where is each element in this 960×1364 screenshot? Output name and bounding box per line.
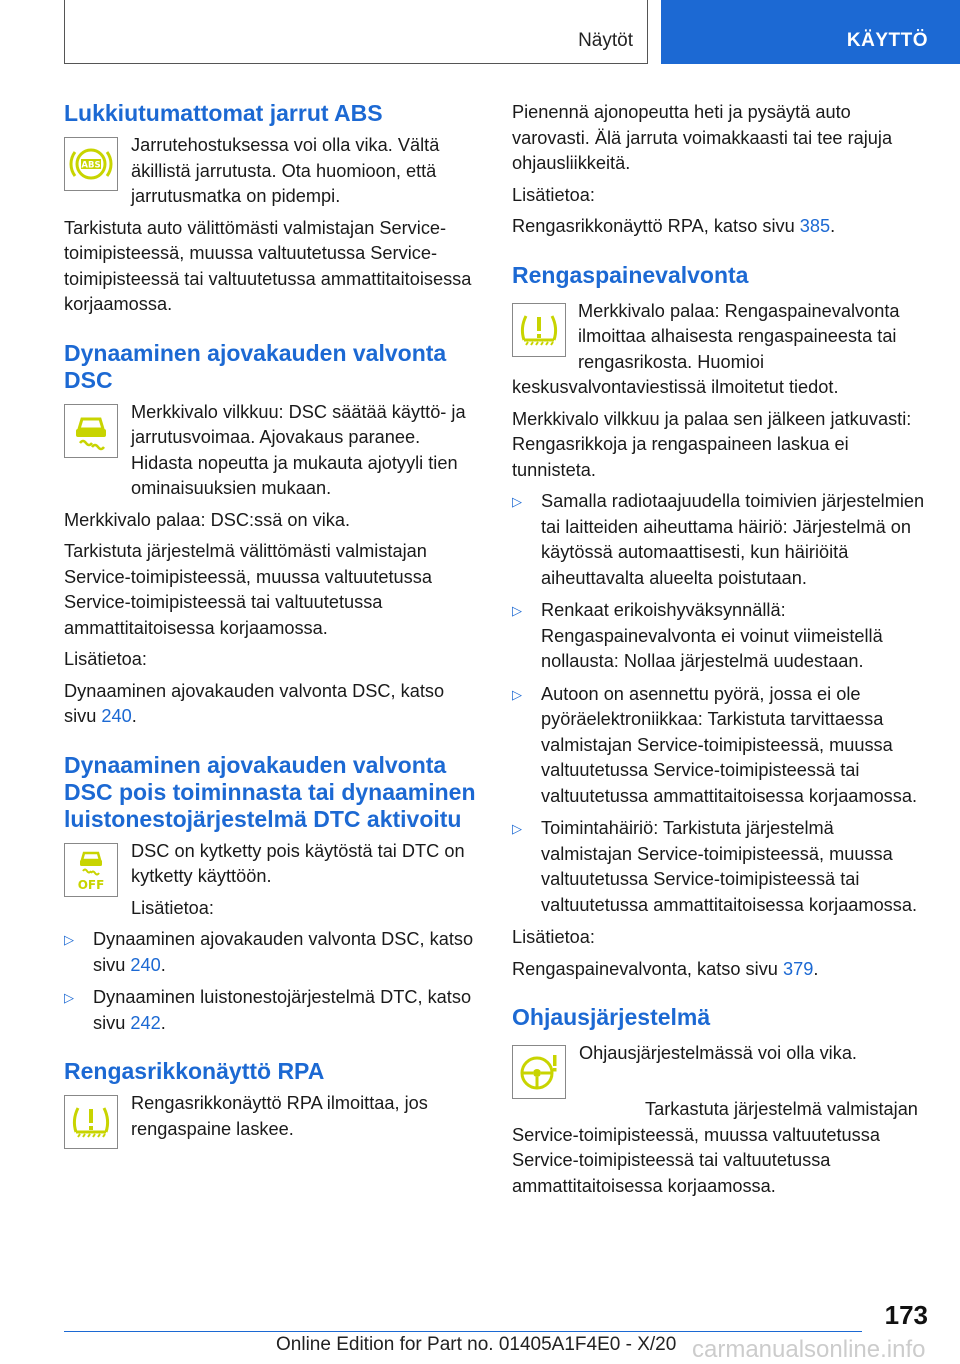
dsc-page-link[interactable]: 240 (101, 706, 132, 726)
chapter-title: KÄYTTÖ (846, 30, 928, 51)
page-number: 173 (884, 1300, 928, 1330)
abs-icon-row (64, 133, 479, 210)
heading-rpa: Rengasrikkonäyttö RPA (64, 1058, 325, 1084)
triangle-bullet-icon: ▷ (512, 494, 522, 509)
list-item-text: Dynaaminen ajovakauden valvonta DSC, katso sivu (93, 929, 474, 975)
dsc-icon-row (64, 400, 479, 502)
abs-paragraph: Tarkistuta auto välittömästi valmistajan Service-toimipisteessä, muussa valtuutetussa Service-toimipisteessä tai valtuutetussa ammattitaitoisessa korjaamossa. (64, 217, 472, 314)
tpm-list (512, 489, 927, 918)
section-dtc (64, 752, 479, 1037)
tire-pressure-icon (64, 1095, 118, 1149)
tpm-icon-row (512, 299, 927, 401)
rpa-text: Rengasrikkonäyttö RPA ilmoittaa, jos rengaspaine laskee. (131, 1093, 428, 1139)
footer-divider (64, 1331, 862, 1332)
heading-dsc: Dynaaminen ajovakauden valvonta DSC (64, 339, 447, 393)
triangle-bullet-icon: ▷ (512, 821, 522, 836)
abs-text: Jarrutehostuksessa voi olla vika. Vältä äkillistä jarrutusta. Ota huomioon, että jarrutusmatka on pidempi. (131, 135, 440, 206)
rpa-reference: Rengasrikkonäyttö RPA, katso sivu 385. (512, 216, 836, 236)
section-tpm (512, 262, 927, 983)
list-item-text: Dynaaminen luistonestojärjestelmä DTC, katso sivu (93, 987, 472, 1033)
triangle-bullet-icon: ▷ (64, 990, 74, 1005)
list-item-text: Autoon on asennettu pyörä, jossa ei ole pyöräelektroniikkaa: Tarkistuta tarvittaessa valmistajan Service-toimipisteessä, muussa valtuutetussa Service-toimipisteessä tai valtuutetussa ammattitaitoisessa korjaamossa. (541, 683, 918, 806)
dsc-off-icon (64, 843, 118, 897)
dtc-text: DSC on kytketty pois käytöstä tai DTC on kytketty käyttöön. (131, 840, 465, 886)
dsc-text: Merkkivalo vilkkuu: DSC säätää käyttö- ja jarrutusvoimaa. Ajovakaus paranee. Hidasta nopeutta ja mukauta ajotyyli tien ominaisuuksien mukaan. (131, 401, 466, 498)
dsc-icon (64, 404, 118, 458)
rpa-paragraph: Pienennä ajonopeutta heti ja pysäytä auto varovasti. Älä jarruta voimakkaasti tai tee rajuja ohjausliikkeitä. (512, 102, 893, 173)
rpa-page-link[interactable]: 385 (799, 216, 831, 236)
heading-abs: Lukkiutumattomat jarrut ABS (64, 100, 383, 126)
rpa-more: Lisätietoa: (512, 184, 595, 205)
section-dsc (64, 340, 479, 730)
list-item-text: Toimintahäiriö: Tarkistuta järjestelmä valmistajan Service-toimipisteessä, muussa valtuutetussa Service-toimipisteessä tai valtuutetussa ammattitaitoisessa korjaamossa. (541, 818, 918, 915)
tpm-paragraph: Merkkivalo vilkkuu ja palaa sen jälkeen jatkuvasti: Rengasrikkoja ja rengaspaineen laskua ei tunnisteta. (512, 408, 912, 480)
page-link[interactable]: 242 (130, 1012, 161, 1033)
list-item (512, 598, 927, 675)
watermark: carmanualsonline.info (692, 1336, 926, 1363)
tire-pressure-icon (512, 303, 566, 357)
tpm-text: Merkkivalo palaa: Rengaspainevalvonta ilmoittaa alhaisesta rengaspaineesta tai rengasrikosta. Huomioi keskusvalvontaviestissä ilmoitetut tiedot. (512, 300, 900, 397)
triangle-bullet-icon: ▷ (512, 686, 522, 702)
dsc-paragraph-1: Merkkivalo palaa: DSC:ssä on vika. (64, 509, 351, 530)
page-header (64, 0, 960, 66)
dsc-paragraph-2: Tarkistuta järjestelmä välittömästi valmistajan Service-toimipisteessä, muussa valtuutetussa Service-toimipisteessä tai valtuutetussa ammattitaitoisessa korjaamossa. (64, 541, 432, 638)
list-item (512, 816, 927, 918)
rpa-ref-text: Rengasrikkonäyttö RPA, katso sivu (512, 216, 800, 236)
section-steering (512, 1004, 927, 1199)
svg-text:OFF: OFF (77, 877, 105, 892)
list-item-text: Samalla radiotaajuudella toimivien järjestelmien tai laitteiden aiheuttama häiriö: Järjestelmä on käytössä automaattisesti, kun häiriöitä aiheuttavalta alueelta poistutaan. (541, 491, 925, 588)
triangle-bullet-icon: ▷ (64, 932, 74, 947)
list-item (512, 489, 927, 591)
steer-paragraph: Tarkastuta järjestelmä valmistajan Service-toimipisteessä, muussa valtuutetussa Service-toimipisteessä tai valtuutetussa ammattitaitoisessa korjaamossa. (512, 1099, 918, 1196)
tpm-ref-text: Rengaspainevalvonta, katso sivu (512, 958, 783, 979)
svg-text:ABS: ABS (81, 160, 101, 171)
triangle-bullet-icon: ▷ (512, 603, 522, 618)
dsc-more: Lisätietoa: (64, 649, 147, 669)
steer-icon-row (512, 1041, 927, 1097)
page-link[interactable]: 240 (130, 954, 161, 975)
section-rpa (64, 1058, 479, 1151)
steer-text: Ohjausjärjestelmässä voi olla vika. (579, 1043, 857, 1063)
tpm-reference: Rengaspainevalvonta, katso sivu 379. (512, 958, 819, 979)
section-tab (64, 0, 648, 64)
dtc-more: Lisätietoa: (131, 897, 214, 918)
chapter-tab (661, 0, 960, 64)
dtc-icon-row (64, 839, 479, 922)
section-rpa-continued (512, 100, 927, 240)
section-abs (64, 100, 479, 318)
right-column (512, 100, 927, 1221)
dtc-list (64, 927, 479, 1036)
steering-icon (512, 1045, 566, 1099)
dsc-ref-text: Dynaaminen ajovakauden valvonta DSC, katso sivu (64, 680, 445, 726)
tpm-page-link[interactable]: 379 (782, 958, 814, 979)
heading-tpm: Rengaspainevalvonta (512, 261, 749, 288)
list-item-text: Renkaat erikoishyväksynnällä: Rengaspainevalvonta ei voinut viimeistellä nollausta: Nollaa järjestelmä uudestaan. (541, 600, 883, 671)
tpm-more: Lisätietoa: (512, 927, 595, 947)
footer-text: Online Edition for Part no. 01405A1F4E0 - X/20 (276, 1334, 677, 1355)
left-column (64, 100, 479, 1173)
list-item: ▷ Dynaaminen luistonestojärjestelmä DTC, katso sivu 242. (64, 987, 472, 1033)
list-item (512, 682, 927, 810)
heading-dtc: Dynaaminen ajovakauden valvonta DSC pois toiminnasta tai dynaaminen luistonestojärjestelmä DTC aktivoitu (64, 751, 476, 832)
rpa-icon-row (64, 1091, 479, 1147)
heading-steering: Ohjausjärjestelmä (512, 1004, 711, 1030)
section-title: Näytöt (578, 30, 633, 51)
list-item: ▷ Dynaaminen ajovakauden valvonta DSC, katso sivu 240. (64, 929, 474, 975)
dsc-reference: Dynaaminen ajovakauden valvonta DSC, katso sivu 240. (64, 680, 445, 726)
abs-warning-icon (64, 137, 118, 191)
